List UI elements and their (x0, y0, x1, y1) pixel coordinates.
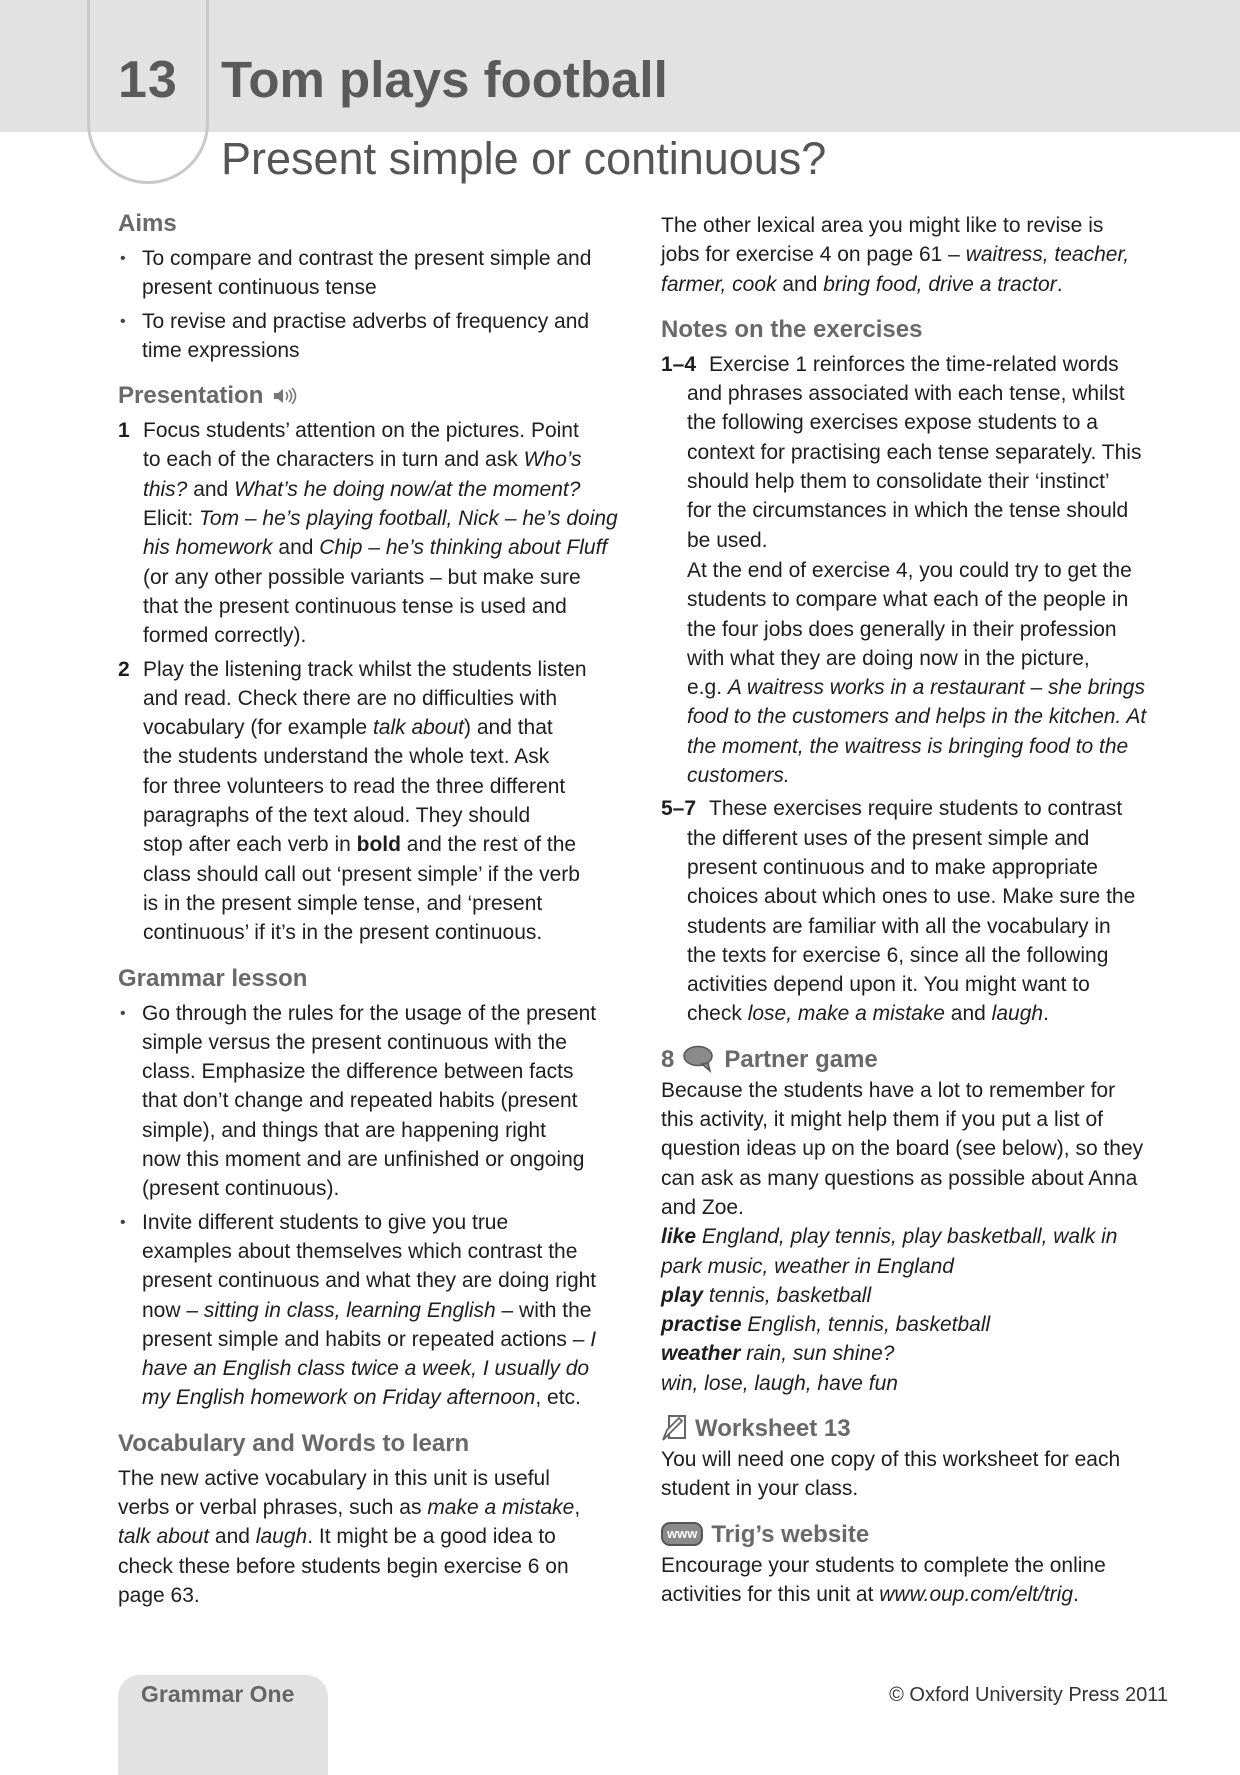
text-run: To revise and practise adverbs of frequency and (142, 309, 590, 333)
italic-text: tennis, basketball (703, 1283, 872, 1307)
text-line (661, 1445, 1181, 1474)
bold-text: play (661, 1283, 704, 1307)
section-heading (118, 962, 638, 995)
text-run: check these before students begin exercise 6 on (118, 1554, 569, 1578)
text-line (143, 592, 638, 621)
italic-text: www.oup.com/elt/trig (879, 1582, 1074, 1606)
text-line (142, 273, 638, 302)
section-heading (661, 1518, 1181, 1551)
text-run: stop after each verb in (143, 833, 357, 857)
bullet-item (118, 999, 638, 1204)
text-line (661, 1222, 1181, 1251)
text-line (687, 379, 1181, 408)
text-line (661, 1474, 1181, 1503)
italic-text: I (590, 1327, 597, 1351)
italic-text: Chip – he’s thinking about Fluff (319, 536, 608, 560)
item-body (661, 794, 1181, 1028)
section-heading (661, 313, 1181, 346)
text-run: continuous’ if it’s in the present continuous. (143, 921, 543, 945)
worksheet-pencil-icon (661, 1414, 687, 1442)
text-run: . It might be a good idea to (307, 1525, 556, 1549)
text-run: and (209, 1525, 256, 1549)
text-line (709, 350, 1181, 379)
numbered-step (118, 655, 638, 948)
bullet-item (118, 1208, 638, 1413)
text-line (142, 1266, 638, 1295)
heading-text: Notes on the exercises (661, 315, 923, 343)
www-badge-icon: www (661, 1522, 703, 1546)
text-line (661, 1369, 1181, 1398)
italic-text: customers. (687, 764, 790, 788)
text-run: students to compare what each of the people in (687, 588, 1129, 612)
left-column (118, 207, 638, 1610)
section-heading (661, 1043, 1181, 1076)
italic-text: talk about (372, 716, 465, 740)
text-run: this activity, it might help them if you put a list of (661, 1108, 1103, 1132)
item-number: 2 (118, 657, 130, 681)
text-line (661, 211, 1181, 240)
copyright-notice: © Oxford University Press 2011 (889, 1684, 1168, 1706)
text-line (661, 1551, 1181, 1580)
text-line (687, 438, 1181, 467)
text-run: question ideas up on the board (see below), so they (661, 1137, 1144, 1161)
bold-text: like (661, 1225, 697, 1249)
bullet-item (118, 244, 638, 303)
text-line (118, 1581, 638, 1610)
text-run: simple), and things that are happening right (142, 1118, 546, 1142)
heading-text: Aims (118, 210, 177, 237)
text-run: and phrases associated with each tense, whilst (687, 382, 1125, 406)
text-line (142, 1237, 638, 1266)
section-heading (661, 1412, 1181, 1445)
text-line (143, 533, 638, 562)
audio-speaker-icon (271, 385, 297, 407)
text-run: should help them to consolidate their ‘instinct’ (687, 470, 1110, 494)
text-run: can ask as many questions as possible about Anna (661, 1166, 1138, 1190)
paragraph (661, 556, 1181, 790)
text-line (143, 918, 638, 947)
text-line (142, 1174, 638, 1203)
text-line (118, 1522, 638, 1551)
text-run: page 63. (118, 1583, 200, 1607)
text-run: check (687, 1002, 748, 1026)
text-run: (or any other possible variants – but make sure (143, 565, 581, 589)
text-run: Elicit: (143, 507, 200, 531)
text-run: and (272, 536, 320, 560)
bold-text: bold (356, 833, 401, 857)
text-run: verbs or verbal phrases, such as (118, 1495, 428, 1519)
text-run: the students understand the whole text. Ask (143, 745, 550, 769)
text-line (661, 1076, 1181, 1105)
text-run: present continuous tense (142, 276, 377, 300)
text-line (687, 761, 1181, 790)
right-column (661, 211, 1181, 1609)
text-run: You will need one copy of this worksheet for each (661, 1447, 1121, 1471)
text-line (661, 1310, 1181, 1339)
page-subtitle: Present simple or continuous? (221, 133, 827, 184)
text-run: formed correctly). (143, 624, 307, 648)
text-line (142, 307, 638, 336)
text-run: is in the present simple tense, and ‘present (143, 891, 543, 915)
text-line (709, 794, 1181, 823)
text-run: Because the students have a lot to remember for (661, 1078, 1116, 1102)
text-line (142, 1028, 638, 1057)
text-line (687, 853, 1181, 882)
item-body (118, 244, 638, 303)
text-line (687, 585, 1181, 614)
section-heading (118, 379, 638, 412)
text-line (687, 941, 1181, 970)
text-run: paragraphs of the text aloud. They should (143, 804, 531, 828)
italic-text: make a mistake (427, 1495, 575, 1519)
item-body (118, 1208, 638, 1413)
text-line (143, 713, 638, 742)
text-line (687, 882, 1181, 911)
text-run: the texts for exercise 6, since all the following (687, 943, 1109, 967)
text-line (143, 889, 638, 918)
exercise-note (661, 350, 1181, 555)
italic-text: his homework (143, 536, 273, 560)
italic-text: England, play tennis, play basketball, walk in (696, 1225, 1118, 1249)
text-line (142, 244, 638, 273)
item-body (118, 999, 638, 1204)
italic-text: the moment, the waitress is bringing food to the (687, 734, 1129, 758)
italic-text: park music, weather in England (661, 1254, 954, 1278)
text-line (687, 467, 1181, 496)
text-line (687, 912, 1181, 941)
text-run: vocabulary (for example (143, 716, 373, 740)
text-run: simple versus the present continuous with the (142, 1030, 567, 1054)
text-line (661, 1339, 1181, 1368)
item-body (118, 416, 638, 650)
italic-text: What’s he doing now/at the moment? (234, 477, 581, 501)
text-line (687, 526, 1181, 555)
text-line (661, 270, 1181, 299)
text-run: to each of the characters in turn and ask (143, 448, 524, 472)
text-run: that don’t change and repeated habits (present (142, 1089, 578, 1113)
unit-number: 13 (118, 51, 178, 109)
italic-text: rain, sun shine? (740, 1342, 895, 1366)
text-run: . (1073, 1582, 1079, 1606)
text-line (661, 1105, 1181, 1134)
text-run: and (944, 1002, 992, 1026)
text-line (142, 1208, 638, 1237)
text-run: that the present continuous tense is used and (143, 594, 567, 618)
text-line (687, 496, 1181, 525)
text-line (661, 1164, 1181, 1193)
item-number: 1–4 (661, 352, 697, 376)
bullet-item (118, 307, 638, 366)
text-line (142, 1057, 638, 1086)
text-line (142, 1354, 638, 1383)
italic-text: farmer, cook (661, 272, 777, 296)
text-line (687, 644, 1181, 673)
italic-text: A waitress works in a restaurant – she brings (727, 676, 1145, 700)
text-run: . (1043, 1002, 1049, 1026)
text-run: At the end of exercise 4, you could try to get the (687, 558, 1132, 582)
text-run: These exercises require students to contrast (709, 797, 1123, 821)
text-line (118, 1552, 638, 1581)
italic-text: my English homework on Friday afternoon (142, 1386, 536, 1410)
item-body (118, 307, 638, 366)
text-run: now – (142, 1298, 204, 1322)
bold-text: practise (661, 1313, 742, 1337)
paragraph (661, 1551, 1181, 1610)
text-line (687, 556, 1181, 585)
text-line (142, 1145, 638, 1174)
text-run: present continuous and what they are doing right (142, 1269, 597, 1293)
italic-text: Tom – he’s playing football, Nick – he’s doing (199, 507, 618, 531)
text-run: Play the listening track whilst the students listen (143, 657, 587, 681)
numbered-step (118, 416, 638, 650)
text-run: present simple and habits or repeated actions – (142, 1327, 591, 1351)
text-run: (present continuous). (142, 1177, 340, 1201)
text-line (661, 1134, 1181, 1163)
paragraph (661, 211, 1181, 299)
text-line (142, 999, 638, 1028)
italic-text: waitress, teacher, (965, 243, 1130, 267)
text-line (661, 1193, 1181, 1222)
item-body (118, 655, 638, 948)
text-run: . (1056, 272, 1063, 296)
text-line (687, 408, 1181, 437)
text-line (143, 563, 638, 592)
text-line (118, 1464, 638, 1493)
text-run: Focus students’ attention on the pictures. Point (143, 419, 579, 443)
text-run: with what they are doing now in the picture, (687, 646, 1090, 670)
text-line (143, 772, 638, 801)
italic-text: laugh (255, 1525, 308, 1549)
text-line (118, 1493, 638, 1522)
text-line (143, 621, 638, 650)
text-line (661, 240, 1181, 269)
text-run: the following exercises expose students to a (687, 411, 1098, 435)
text-line (143, 684, 638, 713)
heading-text: Vocabulary and Words to learn (118, 1429, 470, 1457)
text-run: and (776, 272, 824, 296)
text-line (142, 1383, 638, 1412)
item-number: 5–7 (661, 797, 697, 821)
text-line (143, 742, 638, 771)
text-line (142, 1116, 638, 1145)
text-run: – with the (495, 1298, 592, 1322)
heading-text: Worksheet 13 (695, 1414, 851, 1442)
text-run: the four jobs does generally in their profession (687, 617, 1117, 641)
text-run: jobs for exercise 4 on page 61 – (661, 243, 966, 267)
italic-text: talk about (118, 1525, 210, 1549)
bullet-marker: • (120, 1213, 126, 1231)
italic-text: bring food, drive a tractor (823, 272, 1057, 296)
text-run: for three volunteers to read the three different (143, 774, 566, 798)
text-line (143, 475, 638, 504)
paragraph (661, 1076, 1181, 1398)
text-line (143, 830, 638, 859)
text-run: be used. (687, 528, 768, 552)
bullet-marker: • (120, 250, 126, 267)
text-line (142, 1325, 638, 1354)
text-run: time expressions (142, 338, 300, 362)
text-line (661, 1580, 1181, 1609)
text-line (143, 801, 638, 830)
text-run: , etc. (535, 1386, 581, 1410)
text-line (143, 445, 638, 474)
item-body (661, 350, 1181, 555)
text-run: activities for this unit at (661, 1582, 880, 1606)
paragraph (661, 1445, 1181, 1504)
text-line (143, 655, 638, 684)
text-line (142, 1296, 638, 1325)
section-heading (118, 1427, 638, 1460)
text-run: students are familiar with all the vocabulary in (687, 914, 1111, 938)
text-run: The new active vocabulary in this unit is useful (118, 1466, 550, 1490)
text-run: , (574, 1495, 581, 1519)
text-run: and (187, 477, 235, 501)
text-line (143, 504, 638, 533)
text-run: and the rest of the (400, 833, 577, 857)
text-run: Invite different students to give you true (142, 1210, 509, 1234)
heading-text: Partner game (724, 1045, 878, 1073)
italic-text: lose, make a mistake (747, 1002, 945, 1026)
text-run: Encourage your students to complete the online (661, 1553, 1106, 1577)
item-number: 1 (118, 419, 130, 443)
text-run: ) and that (464, 716, 553, 740)
bullet-marker: • (120, 312, 126, 330)
text-run: for the circumstances in which the tense should (687, 499, 1129, 523)
text-line (687, 673, 1181, 702)
italic-text: have an English class twice a week, I usually do (142, 1357, 590, 1381)
text-run: the different uses of the present simple and (687, 826, 1090, 850)
text-run: choices about which ones to use. Make sure the (687, 885, 1136, 909)
italic-text: English, tennis, basketball (741, 1313, 991, 1337)
italic-text: this? (143, 477, 188, 501)
italic-text: Who’s (523, 448, 582, 472)
page-title: Tom plays football (221, 51, 668, 108)
italic-text: win, lose, laugh, have fun (661, 1371, 898, 1395)
section-heading (118, 207, 638, 240)
text-line (143, 860, 638, 889)
text-run: context for practising each tense separately. This (687, 440, 1142, 464)
text-line (142, 1086, 638, 1115)
text-line (687, 615, 1181, 644)
text-line (687, 970, 1181, 999)
heading-text: Presentation (118, 382, 264, 410)
text-run: e.g. (687, 676, 728, 700)
text-run: class should call out ‘present simple’ if the verb (143, 862, 580, 886)
bullet-marker: • (120, 1004, 126, 1022)
bold-text: weather (661, 1342, 741, 1366)
italic-text: food to the customers and helps in the kitchen. At (687, 705, 1147, 729)
text-line (687, 702, 1181, 731)
heading-text: Trig’s website (711, 1520, 870, 1548)
text-run: Go through the rules for the usage of the present (142, 1001, 597, 1025)
heading-text: Grammar lesson (118, 964, 308, 992)
text-run: present continuous and to make appropriate (687, 855, 1098, 879)
italic-text: sitting in class, learning English (203, 1298, 496, 1322)
exercise-note (661, 794, 1181, 1028)
text-line (661, 1281, 1181, 1310)
italic-text: laugh (991, 1002, 1044, 1026)
text-line (143, 416, 638, 445)
text-run: The other lexical area you might like to revise is (661, 214, 1104, 237)
text-line (142, 336, 638, 365)
text-run: student in your class. (661, 1477, 859, 1501)
text-run: now this moment and are unfinished or ongoing (142, 1148, 585, 1172)
text-run: examples about themselves which contrast the (142, 1239, 578, 1263)
text-run: and Zoe. (661, 1195, 744, 1219)
text-run: class. Emphasize the difference between facts (142, 1060, 574, 1084)
paragraph (118, 1464, 638, 1610)
book-label: Grammar One (141, 1681, 295, 1707)
text-line (687, 824, 1181, 853)
text-run: To compare and contrast the present simple and (142, 247, 592, 270)
text-run: Exercise 1 reinforces the time-related words (709, 352, 1119, 376)
exercise-number: 8 (661, 1045, 675, 1073)
text-line (687, 732, 1181, 761)
text-run: and read. Check there are no difficulties with (143, 686, 558, 710)
text-line (687, 999, 1181, 1028)
text-run: activities depend upon it. You might want to (687, 973, 1090, 997)
speech-bubble-icon (682, 1045, 716, 1073)
text-line (661, 1252, 1181, 1281)
